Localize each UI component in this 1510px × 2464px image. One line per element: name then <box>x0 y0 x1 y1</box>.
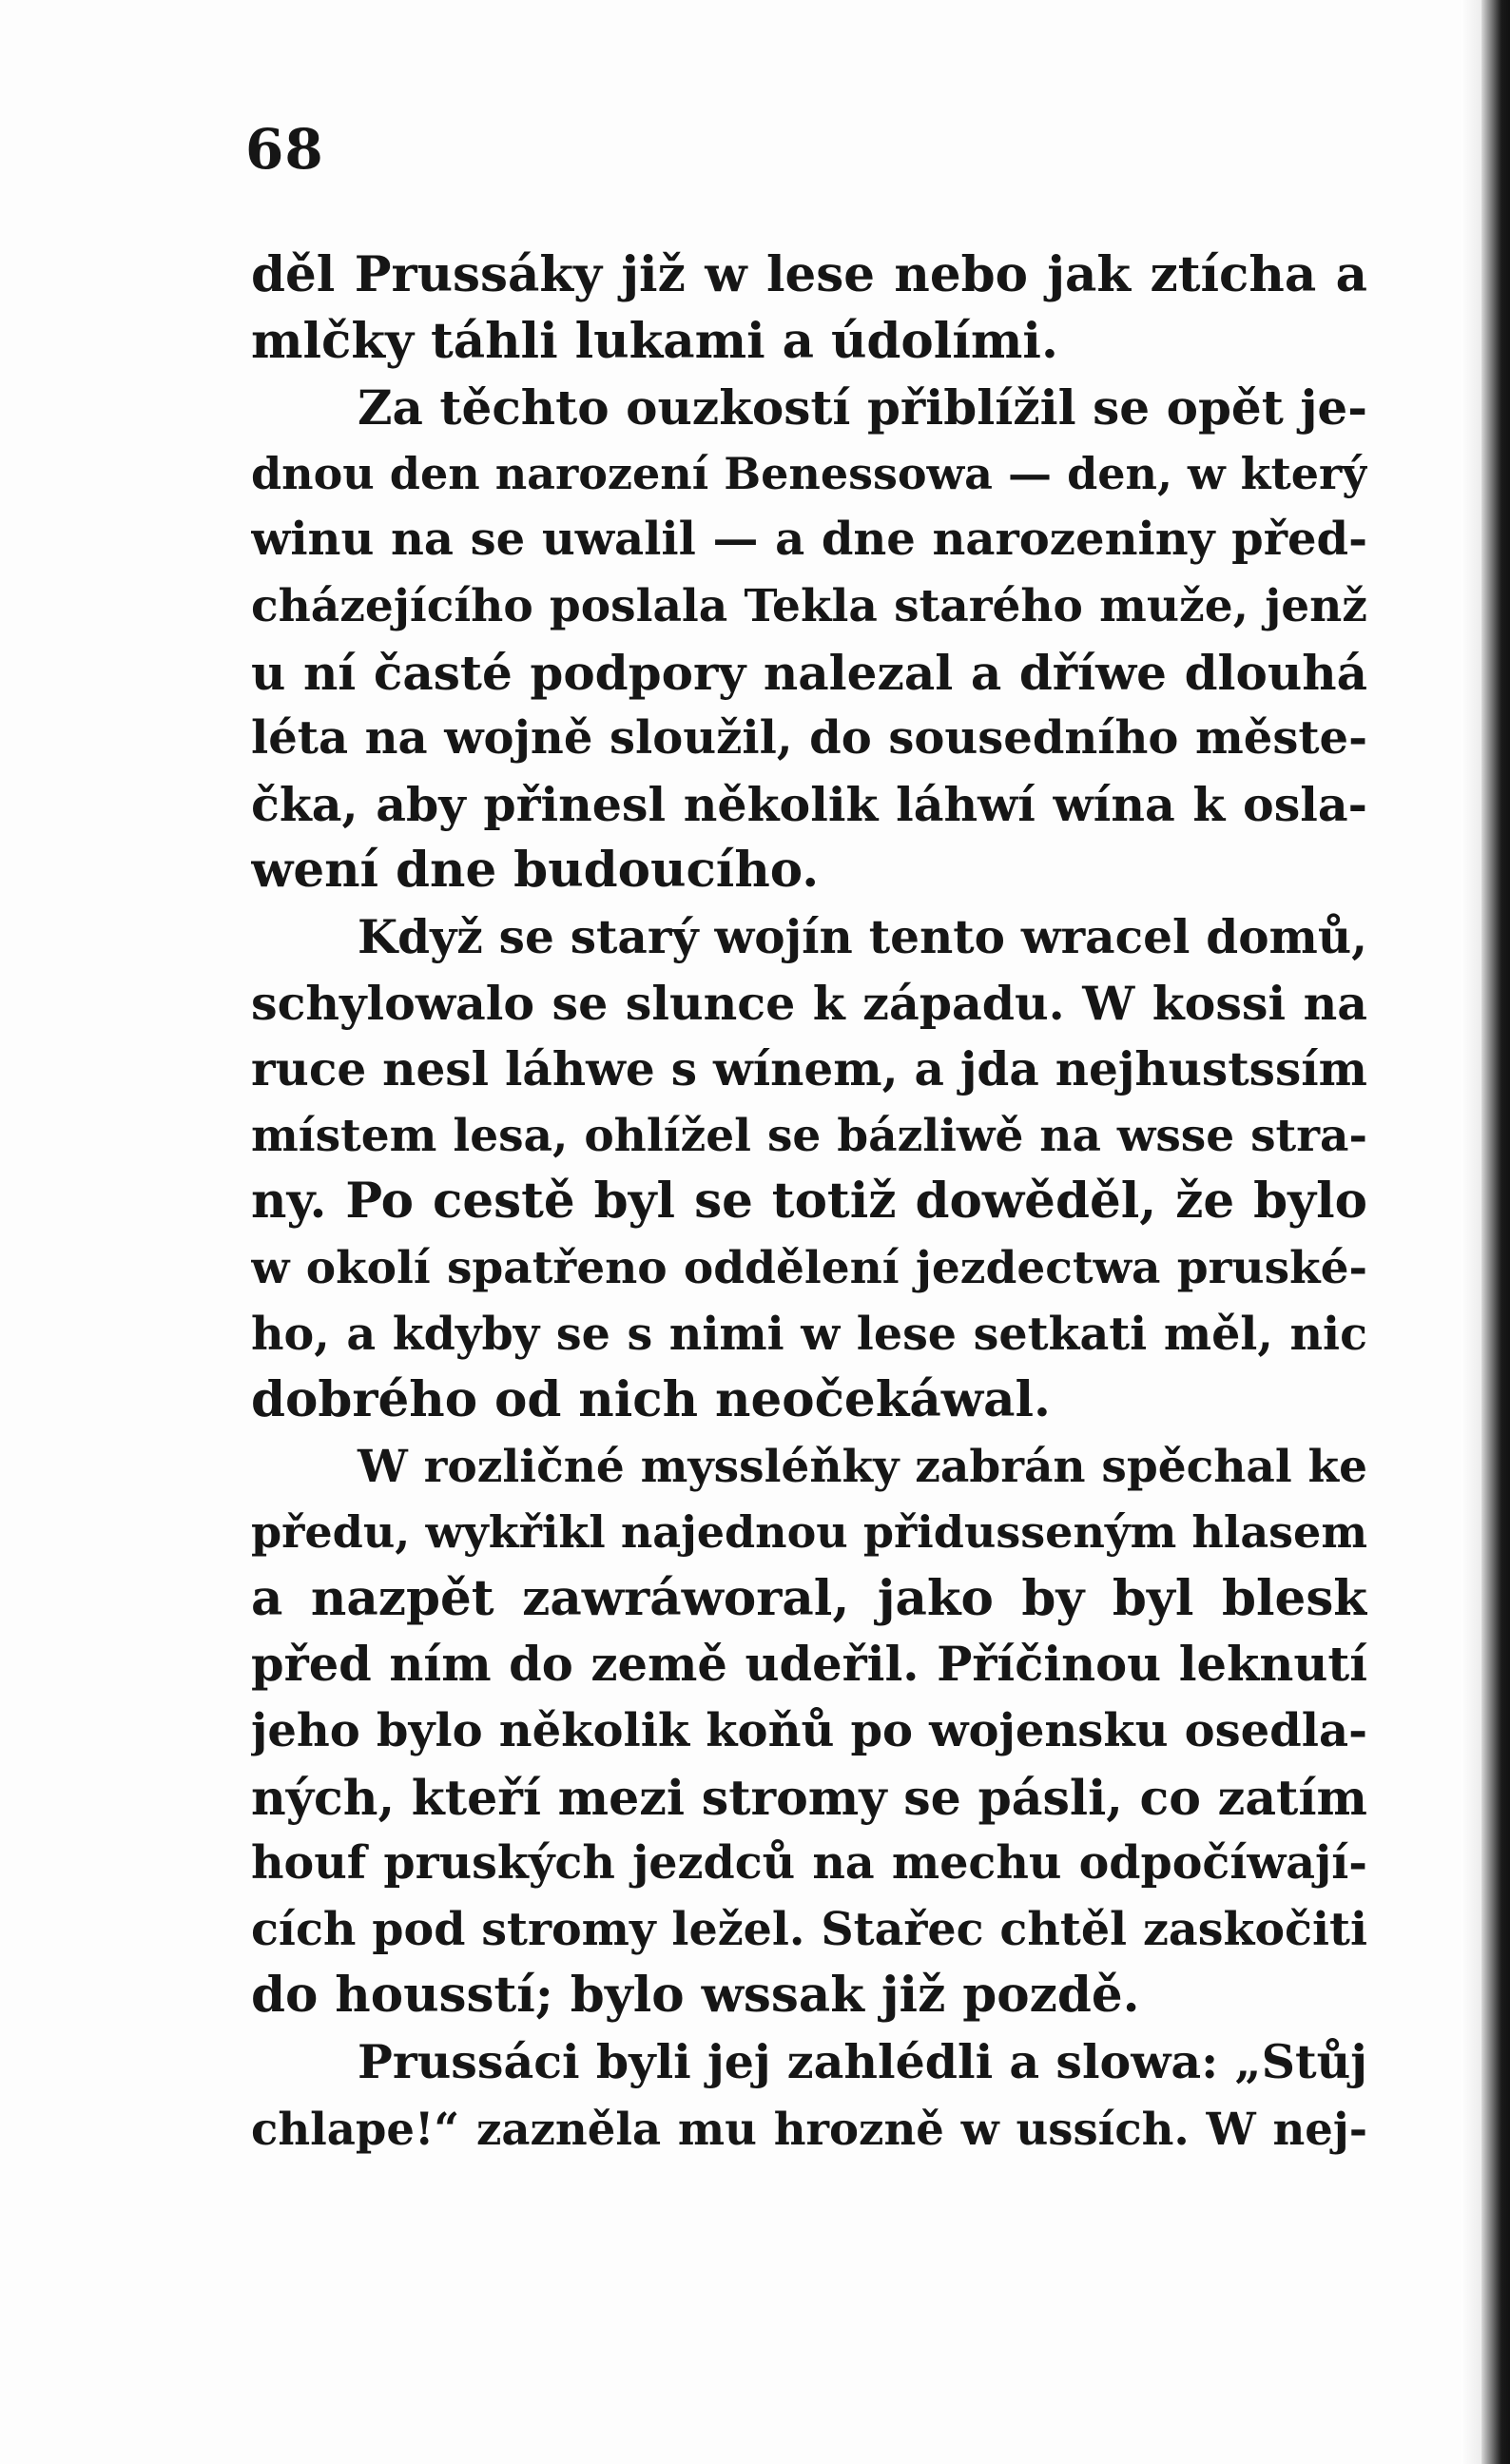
text-line: winu na se uwalil — a dne narozeniny před- <box>251 513 1367 567</box>
text-line: ho, a kdyby se s nimi w lese setkati měl, nic <box>251 1307 1367 1361</box>
text-line: Za těchto ouzkostí přiblížil se opět je- <box>358 379 1367 437</box>
body-text <box>251 243 1367 2162</box>
text-line: ných, kteří mezi stromy se pásli, co zatím <box>251 1769 1367 1826</box>
book-spine-edge <box>1481 0 1510 2464</box>
text-line: a nazpět zawráworal, jako by byl blesk <box>251 1569 1367 1627</box>
text-line: wení dne budoucího. <box>251 842 820 900</box>
text-line: dobrého od nich neočekáwal. <box>251 1371 1051 1429</box>
text-line: místem lesa, ohlížel se bázliwě na wsse stra- <box>251 1109 1367 1162</box>
text-line: chlape!“ zazněla mu hrozně w ussích. W nej- <box>251 2102 1367 2155</box>
text-line: léta na wojně sloužil, do sousedního měste- <box>251 711 1367 766</box>
text-line: w okolí spatřeno oddělení jezdectwa pruské- <box>251 1241 1367 1294</box>
text-line: cích pod stromy ležel. Stařec chtěl zaskočiti <box>251 1902 1367 1956</box>
text-line: W rozličné myssléňky zabrán spěchal ke <box>358 1440 1367 1493</box>
text-line: Prussáci byli jej zahlédli a slowa: „Stůj <box>358 2034 1367 2090</box>
text-line: ruce nesl láhwe s wínem, a jda nejhustssím <box>251 1042 1367 1097</box>
page-number: 68 <box>245 117 324 182</box>
text-line: předu, wykřikl najednou přidusseným hlasem <box>251 1506 1367 1559</box>
text-line: do housstí; bylo wssak již pozdě. <box>251 1967 1140 2025</box>
text-line: Když se starý wojín tento wracel domů, <box>358 909 1367 964</box>
text-line: děl Prussáky již w lese nebo jak ztícha a <box>251 246 1367 303</box>
text-line: před ním do země udeřil. Příčinou leknutí <box>251 1637 1367 1693</box>
page-edge-shadow <box>1461 0 1481 2464</box>
text-line: schylowalo se slunce k západu. W kossi na <box>251 975 1367 1031</box>
text-line: houf pruských jezdců na mechu odpočíwají- <box>251 1836 1367 1891</box>
text-line: cházejícího poslala Tekla starého muže, jenž <box>251 579 1367 632</box>
text-line: jeho bylo několik koňů po wojensku osedla- <box>251 1704 1367 1758</box>
text-line: u ní časté podpory nalezal a dříwe dlouhá <box>251 644 1367 701</box>
text-line: čka, aby přinesl několik láhwí wína k osla- <box>251 776 1367 832</box>
text-line: ny. Po cestě byl se totiž dowěděl, že bylo <box>251 1173 1367 1231</box>
text-line: mlčky táhli lukami a údolími. <box>251 312 1058 370</box>
text-line: dnou den narození Benessowa — den, w který <box>251 447 1367 499</box>
